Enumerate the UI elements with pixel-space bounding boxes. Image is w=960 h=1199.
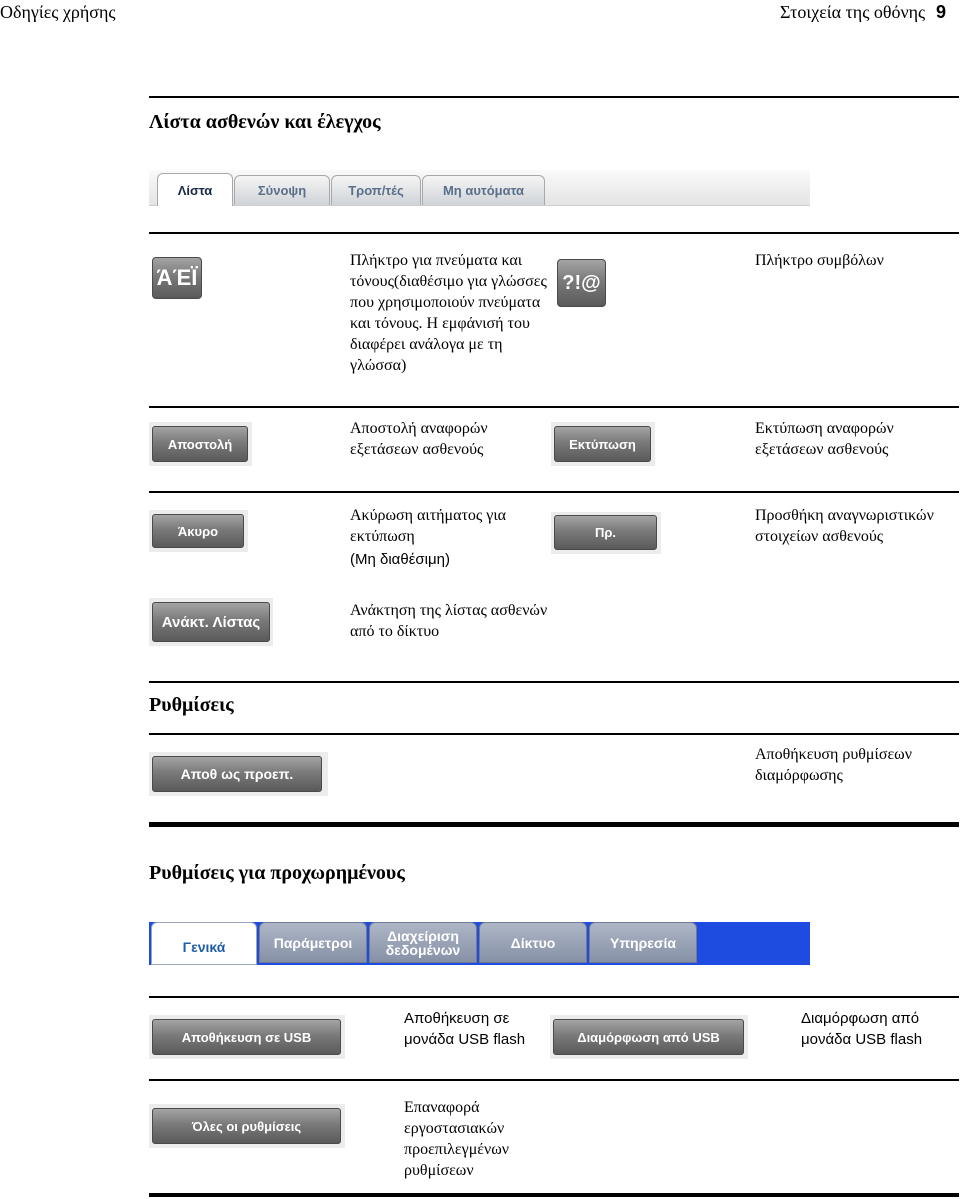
divider [149, 822, 959, 827]
divider [149, 1079, 959, 1081]
cancel-description [350, 505, 550, 570]
section-title-settings: Ρυθμίσεις [149, 694, 234, 716]
tab-network[interactable]: Δίκτυο [479, 922, 587, 963]
doc-title: Οδηγίες χρήσης [0, 2, 116, 22]
chapter-title: Στοιχεία της οθόνης [780, 2, 926, 22]
configure-from-usb-description: Διαμόρφωση από μονάδα USB flash [801, 1010, 923, 1048]
tab-service[interactable]: Υπηρεσία [589, 922, 697, 963]
accent-key-description: Πλήκτρο για πνεύματα και τόνους(διαθέσιμο για γλώσσες που χρησιμοποιούν πνεύματα και τόνους. Η εμφάνισή του διαφέρει ανάλογα με τη γλώσσα) [350, 252, 547, 374]
tab-general[interactable]: Γενικά [151, 922, 257, 965]
symbol-key-description: Πλήκτρο συμβόλων [755, 252, 884, 269]
advanced-tab-bar [149, 922, 810, 965]
cancel-unavailable-note: (Μη διαθέσιμη) [350, 551, 450, 568]
configure-from-usb-button[interactable]: Διαμόρφωση από USB [553, 1019, 744, 1055]
save-to-usb-button[interactable]: Αποθήκευση σε USB [152, 1019, 341, 1055]
all-settings-button[interactable]: Όλες οι ρυθμίσεις [152, 1108, 341, 1144]
send-description: Αποστολή αναφορών εξετάσεων ασθενούς [350, 420, 488, 458]
save-default-description: Αποθήκευση ρυθμίσεων διαμόρφωσης [755, 746, 912, 784]
add-button[interactable]: Πρ. [554, 515, 657, 550]
divider [149, 733, 959, 735]
tab-parameters[interactable]: Παράμετροι [259, 922, 367, 963]
tab-list[interactable]: Λίστα [157, 173, 233, 206]
tab-manual[interactable]: Μη αυτόματα [422, 175, 545, 205]
retrieve-list-description: Ανάκτηση της λίστας ασθενών από το δίκτυο [350, 602, 548, 640]
divider [149, 1193, 959, 1197]
page-number: 9 [936, 2, 947, 22]
tab-summary[interactable]: Σύνοψη [234, 175, 330, 205]
divider [149, 491, 959, 493]
cancel-button[interactable]: Άκυρο [152, 514, 244, 548]
divider [149, 996, 959, 998]
symbol-key[interactable]: ?!@ [557, 259, 606, 307]
accent-key[interactable]: ΆΈΪ [152, 257, 202, 299]
send-button[interactable]: Αποστολή [152, 426, 248, 462]
retrieve-list-button[interactable]: Ανάκτ. Λίστας [152, 602, 270, 642]
divider [149, 681, 959, 683]
section-title-patient-list: Λίστα ασθενών και έλεγχος [149, 111, 381, 133]
tab-data-management[interactable]: Διαχείριση δεδομένων [369, 922, 477, 963]
print-description: Εκτύπωση αναφορών εξετάσεων ασθενούς [755, 420, 894, 458]
tab-modifiers[interactable]: Τροπ/τές [331, 175, 421, 205]
patient-tab-bar [149, 170, 810, 206]
section-title-advanced-settings: Ρυθμίσεις για προχωρημένους [149, 862, 405, 884]
divider [149, 232, 959, 234]
all-settings-description: Επαναφορά εργοστασιακών προεπιλεγμένων ρυθμίσεων [404, 1099, 510, 1179]
cancel-description-line: Ακύρωση αιτήματος για εκτύπωση [350, 507, 507, 545]
save-default-button[interactable]: Αποθ ως προεπ. [152, 756, 322, 792]
divider [149, 96, 959, 98]
print-button[interactable]: Εκτύπωση [554, 426, 651, 462]
save-to-usb-description: Αποθήκευση σε μονάδα USB flash [404, 1010, 526, 1048]
add-description: Προσθήκη αναγνωριστικών στοιχείων ασθενούς [755, 507, 934, 545]
divider [149, 406, 959, 408]
